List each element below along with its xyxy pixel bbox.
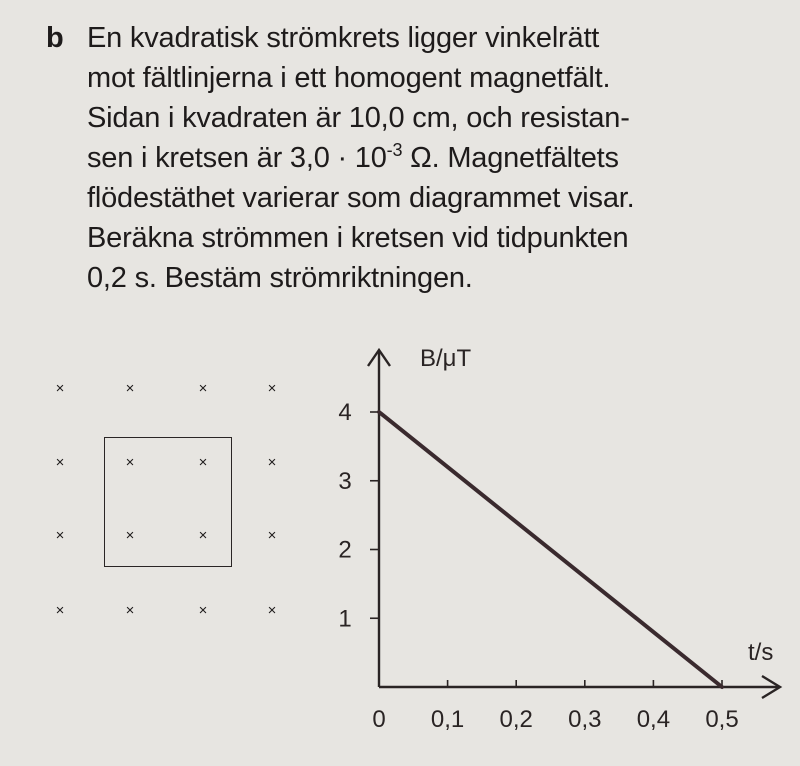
problem-line-5: flödestäthet varierar som diagrammet visar. xyxy=(87,182,635,214)
field-x-mark: × xyxy=(267,454,277,471)
field-x-mark: × xyxy=(55,380,65,397)
field-x-mark: × xyxy=(125,527,135,544)
field-x-mark: × xyxy=(55,454,65,471)
x-tick-label: 0 xyxy=(372,706,386,733)
field-x-mark: × xyxy=(198,602,208,619)
field-x-mark: × xyxy=(198,454,208,471)
field-x-mark: × xyxy=(267,527,277,544)
y-tick-label: 1 xyxy=(338,605,352,633)
field-x-mark: × xyxy=(125,454,135,471)
x-tick-label: 0,4 xyxy=(636,706,671,733)
y-axis-label: B/μT xyxy=(420,345,472,372)
field-x-mark: × xyxy=(198,380,208,397)
field-x-mark: × xyxy=(125,602,135,619)
problem-line-1: En kvadratisk strömkrets ligger vinkelrätt xyxy=(87,22,600,54)
x-tick-label: 0,1 xyxy=(430,706,465,733)
field-x-mark: × xyxy=(125,380,135,397)
problem-line-2: mot fältlinjerna i ett homogent magnetfält. xyxy=(87,62,611,94)
y-tick-label: 4 xyxy=(338,399,352,426)
field-x-mark: × xyxy=(55,602,65,619)
problem-line-7: 0,2 s. Bestäm strömriktningen. xyxy=(87,262,473,294)
problem-line-4-part-a: sen i kretsen är 3,0 · 10 xyxy=(87,142,387,174)
x-tick-label: 0,3 xyxy=(568,706,602,733)
y-tick-label: 2 xyxy=(338,536,352,564)
exponent: -3 xyxy=(386,140,403,160)
problem-label: b xyxy=(46,22,64,54)
x-axis-label: t/s xyxy=(748,639,774,666)
y-tick-label: 3 xyxy=(338,467,352,495)
field-x-mark: × xyxy=(55,527,65,544)
field-x-mark: × xyxy=(267,602,277,619)
x-tick-label: 0,2 xyxy=(499,706,533,733)
field-x-mark: × xyxy=(267,380,277,397)
problem-line-6: Beräkna strömmen i kretsen vid tidpunkten xyxy=(87,222,629,254)
problem-line-4-part-b: Ω. Magnetfältets xyxy=(402,142,619,174)
field-x-mark: × xyxy=(198,527,208,544)
x-tick-label: 0,5 xyxy=(705,706,739,733)
problem-line-3: Sidan i kvadraten är 10,0 cm, och resistan- xyxy=(87,102,630,134)
series-line-b xyxy=(379,412,722,687)
